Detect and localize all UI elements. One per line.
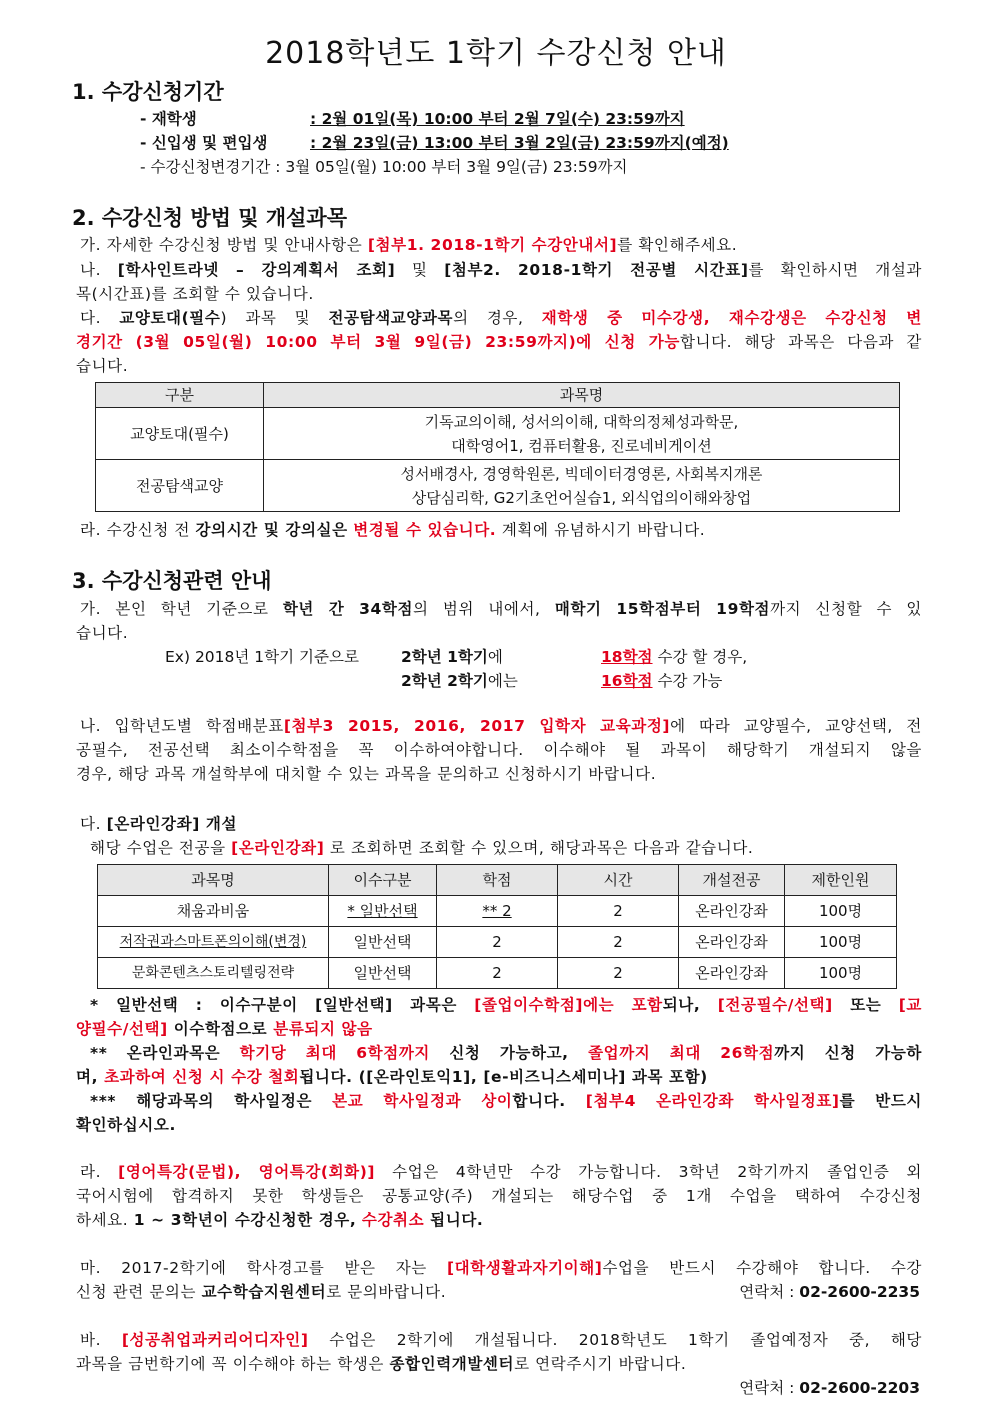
note-2-cont xyxy=(76,1065,922,1089)
section1-heading: 1. 수강신청기간 xyxy=(72,80,224,104)
note-1 xyxy=(90,993,922,1017)
text: 계획에 유념하시기 바랍니다. xyxy=(496,521,706,539)
text: 합니다. 해당 과목은 다음과 같 xyxy=(679,333,922,351)
text: 나. xyxy=(80,261,118,279)
table-row xyxy=(96,408,900,460)
sec2-item-da-cont2: 습니다. xyxy=(76,357,129,375)
text: 학년 간 34학점 xyxy=(282,600,414,618)
page-title: 2018학년도 1학기 수강신청 안내 xyxy=(265,36,727,71)
highlight-text: 본교 학사일정과 상이 xyxy=(332,1092,513,1110)
sec2-item-na xyxy=(80,258,922,282)
sec3-item-ma xyxy=(80,1256,922,1280)
period-label: - 신입생 및 편입생 xyxy=(140,134,268,152)
text: 또는 xyxy=(832,996,899,1014)
contact-2 xyxy=(739,1376,920,1400)
highlight-text: 재학생 중 미수강생, 재수강생은 수강신청 변 xyxy=(541,309,922,327)
sec3-item-ba xyxy=(80,1328,922,1352)
table-header: 시간 xyxy=(558,865,679,896)
text: 이수학점으로 xyxy=(167,1020,274,1038)
table-cell: * 일반선택 xyxy=(329,896,437,927)
text: 로 문의바랍니다. xyxy=(326,1283,447,1301)
sec3-item-na-cont2: 경우, 해당 과목 개설학부에 대치할 수 있는 과목을 문의하고 신청하시기 바랍니다. xyxy=(76,765,657,783)
text: 신청 관련 문의는 xyxy=(76,1283,202,1301)
text: 라. 수강신청 전 xyxy=(80,521,196,539)
text: 에 따라 교양필수, 교양선택, 전 xyxy=(670,717,922,735)
text: 에 xyxy=(487,648,503,666)
highlight-text: 수강취소 xyxy=(361,1211,425,1229)
contact-1 xyxy=(739,1280,920,1304)
table-header: 구분 xyxy=(96,383,264,408)
table-cell: 2 xyxy=(558,958,679,989)
text: 다. xyxy=(80,309,120,327)
attachment-ref: [첨부1. 2018-1학기 수강안내서] xyxy=(367,236,618,254)
sec3-item-ra xyxy=(80,1160,922,1184)
text: 를 확인하시면 개설과 xyxy=(748,261,922,279)
table-header: 학점 xyxy=(437,865,558,896)
table-cell: 온라인강좌 xyxy=(679,927,785,958)
example-row-2 xyxy=(401,669,722,693)
course-line: 성서배경사, 경영학원론, 빅데이터경영론, 사회복지개론 xyxy=(400,464,763,483)
course-line: 기독교의이해, 성서의이해, 대학의정체성과학문, xyxy=(424,412,739,431)
table-header: 개설전공 xyxy=(679,865,785,896)
section2-heading: 2. 수강신청 방법 및 개설과목 xyxy=(72,206,347,230)
text: 1 ~ 3학년이 수강신청한 경우, xyxy=(133,1211,357,1229)
table-row xyxy=(96,460,900,512)
sec3-item-ba-cont xyxy=(76,1352,922,1376)
menu-ref: [학사인트라넷 – 강의계획서 조회] xyxy=(117,261,396,279)
table-cell: 온라인강좌 xyxy=(679,896,785,927)
required-courses-table xyxy=(95,382,900,512)
text: 과목을 금번학기에 꼭 이수해야 하는 학생은 xyxy=(76,1355,390,1373)
table-row xyxy=(98,896,897,927)
sec3-item-ga xyxy=(80,597,922,621)
text: 해당 수업은 전공을 xyxy=(90,839,232,857)
office-name: 종합인력개발센터 xyxy=(389,1355,515,1373)
contact-label: 연락처 : xyxy=(739,1379,800,1397)
table-cell: 채움과비움 xyxy=(98,896,329,927)
highlight-text: [영어특강(문법), 영어특강(회화)] xyxy=(118,1163,376,1181)
sec3-item-ga-cont: 습니다. xyxy=(76,624,129,642)
online-courses-table xyxy=(97,864,897,989)
text: 로 연락주시기 바랍니다. xyxy=(514,1355,687,1373)
text: ** 온라인과목은 xyxy=(90,1044,240,1062)
text: 수업을 반드시 수강해야 합니다. 수강 xyxy=(602,1259,922,1277)
text: 수강 가능 xyxy=(657,672,723,690)
text: 가. 자세한 수강신청 방법 및 안내사항은 xyxy=(80,236,368,254)
table-header: 과목명 xyxy=(264,383,900,408)
phone-number: 02-2600-2203 xyxy=(799,1379,920,1397)
text: 합니다. xyxy=(512,1092,586,1110)
sec3-item-na-cont: 공필수, 전공선택 최소이수학점을 꼭 이수하여야합니다. 이수해야 될 과목이 해당학기 개설되지 않을 xyxy=(76,741,922,759)
highlight-text: 경기간 (3월 05일(월) 10:00 부터 3월 9일(금) 23:59까지)에 신청 가능 xyxy=(76,333,680,351)
text: 바. xyxy=(80,1331,122,1349)
text: 다. xyxy=(80,815,107,833)
highlight-text: 초과하여 신청 시 수강 철회 xyxy=(104,1068,300,1086)
table-cell: 2 xyxy=(437,958,558,989)
attachment-ref: [첨부3 2015, 2016, 2017 입학자 교육과정] xyxy=(283,717,671,735)
table-cell: 전공탐색교양 xyxy=(96,460,264,512)
table-cell: 저작권과스마트폰의이해(변경) xyxy=(98,927,329,958)
table-cell xyxy=(264,408,900,460)
credit-highlight: 18학점 xyxy=(601,648,653,666)
text: 까지 신청할 수 있 xyxy=(770,600,922,618)
text: 강의시간 및 강의실은 xyxy=(195,521,348,539)
highlight-text: 졸업까지 최대 26학점 xyxy=(588,1044,775,1062)
highlight-text: 양필수/선택] xyxy=(76,1020,168,1038)
attachment-ref: [첨부2. 2018-1학기 전공별 시간표] xyxy=(444,261,749,279)
table-cell: 100명 xyxy=(785,958,897,989)
table-cell: 100명 xyxy=(785,927,897,958)
highlight-text: [전공필수/선택] xyxy=(717,996,833,1014)
period-value: : 2월 23일(금) 13:00 부터 3월 2일(금) 23:59까지(예정) xyxy=(310,134,729,152)
text: 로 조회하면 조회할 수 있으며, 해당과목은 다음과 같습니다. xyxy=(324,839,754,857)
sec2-item-na-cont: 목(시간표)를 조회할 수 있습니다. xyxy=(76,285,314,303)
text: 되나, xyxy=(662,996,718,1014)
table-header: 이수구분 xyxy=(329,865,437,896)
highlight-text: 학기당 최대 6학점까지 xyxy=(239,1044,430,1062)
phone-number: 02-2600-2235 xyxy=(799,1283,920,1301)
text: 됩니다. xyxy=(424,1211,484,1229)
highlight-text: [성공취업과커리어디자인] xyxy=(121,1331,309,1349)
example-row-1 xyxy=(165,645,747,669)
highlight-text: [졸업이수학점]에는 포함 xyxy=(474,996,663,1014)
highlight-text: [대학생활과자기이해] xyxy=(446,1259,603,1277)
text: 교양토대(필수 xyxy=(119,309,221,327)
text: 2학년 2학기 xyxy=(401,672,488,690)
period-row-new-students xyxy=(140,131,729,155)
text: 를 확인해주세요. xyxy=(617,236,738,254)
office-name: 교수학습지원센터 xyxy=(201,1283,327,1301)
text: 라. xyxy=(80,1163,119,1181)
table-cell: 교양토대(필수) xyxy=(96,408,264,460)
text: ) 과목 및 xyxy=(220,309,329,327)
text: 수업은 4학년만 수강 가능합니다. 3학년 2학기까지 졸업인증 외 xyxy=(375,1163,922,1181)
text: 를 반드시 xyxy=(839,1092,922,1110)
period-row-current-students xyxy=(140,107,685,131)
note-3 xyxy=(90,1089,922,1113)
sec2-item-ga xyxy=(80,233,926,257)
text: 하세요. xyxy=(76,1211,134,1229)
table-row xyxy=(98,927,897,958)
sec3-item-na xyxy=(80,714,922,738)
sec2-item-ra xyxy=(80,518,926,542)
period-row-change: - 수강신청변경기간 : 3월 05일(월) 10:00 부터 3월 9일(금) 23:59까지 xyxy=(140,158,628,176)
table-cell: 100명 xyxy=(785,896,897,927)
text: * 일반선택 : 이수구분이 [일반선택] 과목은 xyxy=(90,996,475,1014)
text: 수업은 2학기에 개설됩니다. 2018학년도 1학기 졸업예정자 중, 해당 xyxy=(308,1331,922,1349)
text: 까지 신청 가능하 xyxy=(774,1044,922,1062)
sec2-item-da-cont xyxy=(76,330,922,354)
section3-heading: 3. 수강신청관련 안내 xyxy=(72,569,272,593)
highlight-text: 변경될 수 있습니다. xyxy=(353,521,497,539)
period-value: : 2월 01일(목) 10:00 부터 2월 7일(수) 23:59까지 xyxy=(310,110,685,128)
attachment-ref: [첨부4 온라인강좌 학사일정표] xyxy=(585,1092,840,1110)
table-cell: 일반선택 xyxy=(329,927,437,958)
text: 며, xyxy=(76,1068,105,1086)
text: 마. 2017-2학기에 학사경고를 받은 자는 xyxy=(80,1259,447,1277)
text: 2학년 1학기 xyxy=(401,648,488,666)
sec2-item-da xyxy=(80,306,922,330)
table-cell: ** 2 xyxy=(437,896,558,927)
highlight-text: 분류되지 않음 xyxy=(273,1020,373,1038)
sec3-item-da-desc xyxy=(90,836,936,860)
text: 에는 xyxy=(487,672,518,690)
note-1-cont xyxy=(76,1017,922,1041)
text: 및 xyxy=(395,261,445,279)
course-line: 대학영어1, 컴퓨터활용, 진로네비게이션 xyxy=(451,436,712,455)
text: *** 해당과목의 학사일정은 xyxy=(90,1092,333,1110)
text: 나. 입학년도별 학점배분표 xyxy=(80,717,284,735)
text: 수강 할 경우, xyxy=(657,648,748,666)
table-cell: 2 xyxy=(558,896,679,927)
highlight-text: [온라인강좌] xyxy=(231,839,325,857)
sec3-item-ra-cont: 국어시험에 합격하지 못한 학생들은 공통교양(주) 개설되는 해당수업 중 1개 수업을 택하여 수강신청 xyxy=(76,1187,922,1205)
text: 의 경우, xyxy=(453,309,542,327)
period-label: - 재학생 xyxy=(140,110,197,128)
text: 의 범위 내에서, xyxy=(413,600,555,618)
credit-highlight: 16학점 xyxy=(601,672,653,690)
table-cell: 2 xyxy=(558,927,679,958)
table-cell xyxy=(264,460,900,512)
table-cell: 온라인강좌 xyxy=(679,958,785,989)
table-row xyxy=(98,958,897,989)
text: [온라인강좌] 개설 xyxy=(106,815,238,833)
table-cell: 문화콘텐츠스토리텔링전략 xyxy=(98,958,329,989)
text: Ex) 2018년 1학기 기준으로 xyxy=(165,648,359,666)
text: 전공탐색교양과목 xyxy=(328,309,454,327)
text: 가. 본인 학년 기준으로 xyxy=(80,600,283,618)
highlight-text: [교 xyxy=(898,996,922,1014)
text: 신청 가능하고, xyxy=(429,1044,589,1062)
text: 됩니다. ([온라인토익1], [e-비즈니스세미나] 과목 포함) xyxy=(299,1068,708,1086)
sec3-item-ra-cont2 xyxy=(76,1208,922,1232)
table-cell: 2 xyxy=(437,927,558,958)
note-2 xyxy=(90,1041,922,1065)
sec3-item-da xyxy=(80,812,926,836)
table-header: 제한인원 xyxy=(785,865,897,896)
course-line: 상담심리학, G2기초언어실습1, 외식업의이해와창업 xyxy=(411,488,752,507)
table-header: 과목명 xyxy=(98,865,329,896)
note-3-cont: 확인하십시오. xyxy=(76,1116,176,1134)
table-cell: 일반선택 xyxy=(329,958,437,989)
text: 매학기 15학점부터 19학점 xyxy=(554,600,771,618)
contact-label: 연락처 : xyxy=(739,1283,800,1301)
